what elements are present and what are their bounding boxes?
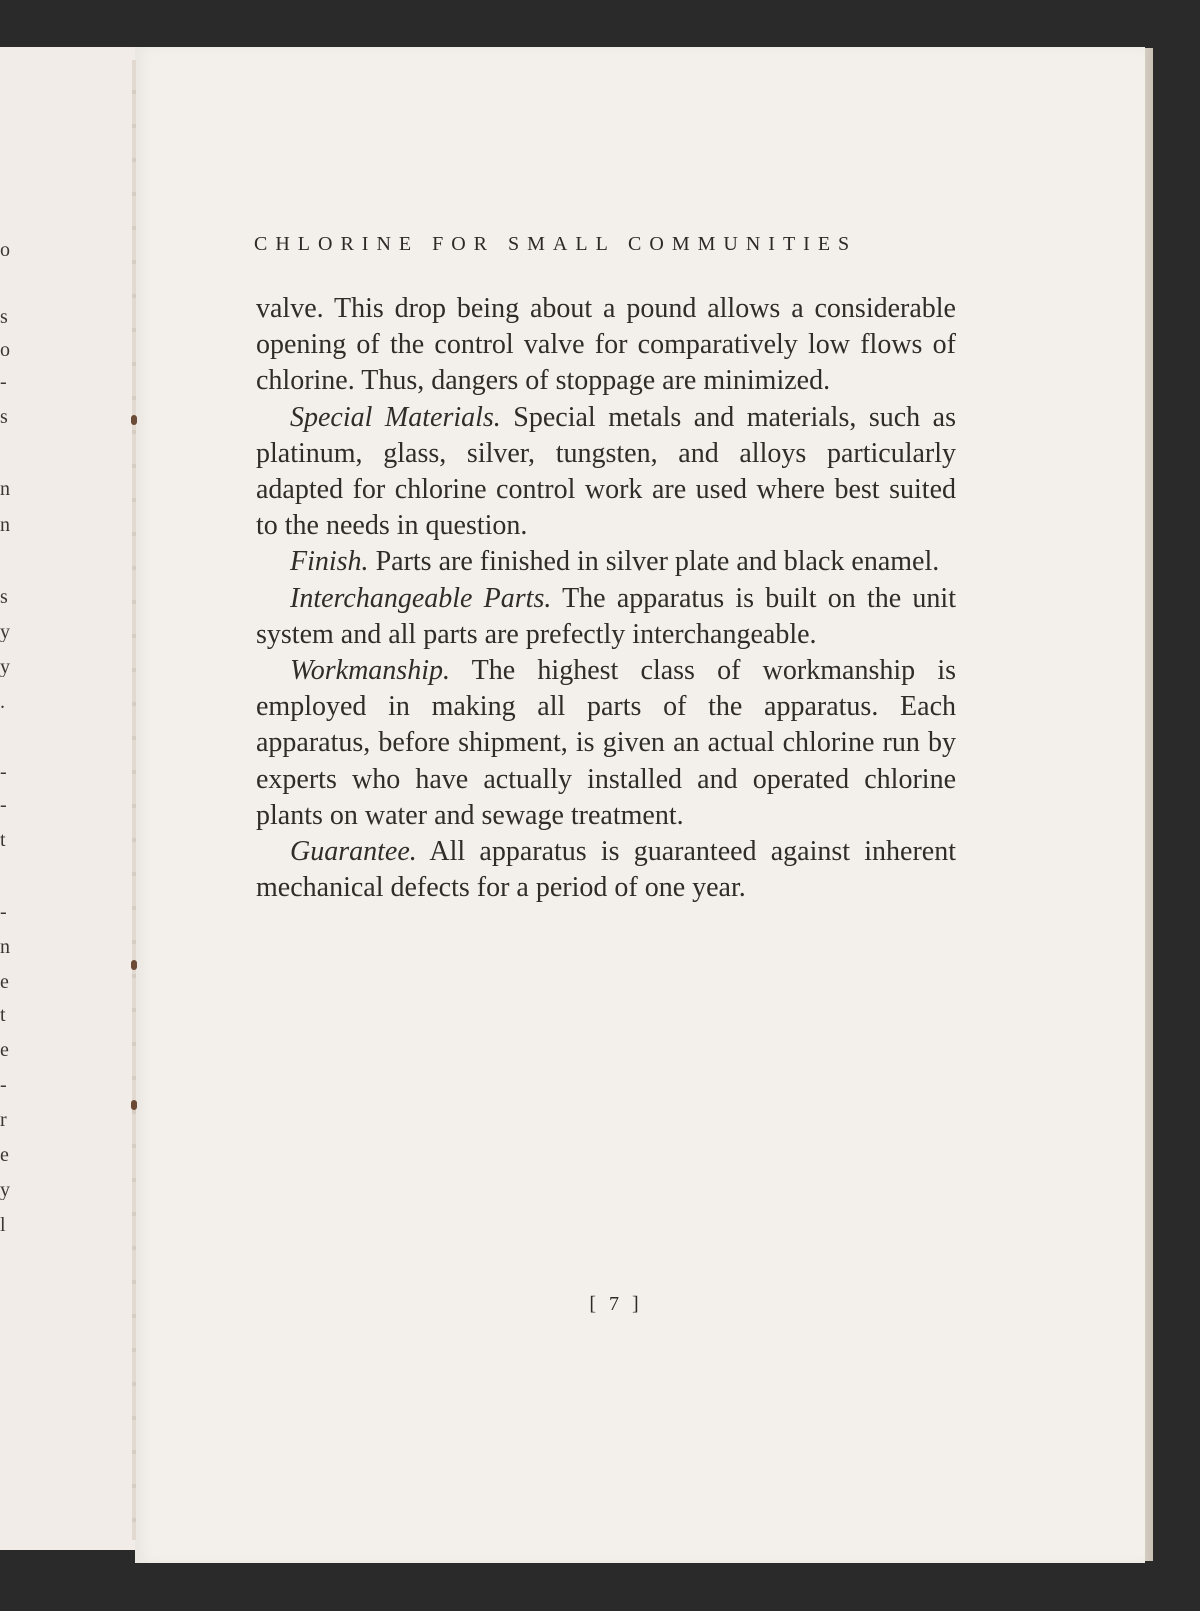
paragraph-special-materials bbox=[256, 400, 956, 545]
left-page-fragment: s bbox=[0, 407, 8, 427]
paragraph-valve bbox=[256, 291, 956, 400]
left-page-fragment: - bbox=[0, 795, 7, 815]
paragraph-heading: Guarantee. bbox=[290, 836, 417, 868]
paragraph-text: The highest class of workmanship is employed in making all parts of the apparatus. Each apparatus, before shipment, is given an actual chlorine run by experts who have actually installed and operated chlorine plants on water and sewage treatment. bbox=[256, 655, 956, 831]
left-page-fragment: e bbox=[0, 1145, 9, 1165]
left-page-fragment: - bbox=[0, 1075, 7, 1095]
staple-mark bbox=[131, 415, 137, 425]
left-page bbox=[0, 47, 136, 1550]
left-page-fragment: n bbox=[0, 937, 10, 957]
paragraph-heading: Special Materials. bbox=[290, 401, 501, 433]
left-page-fragment: n bbox=[0, 515, 10, 535]
left-page-fragment: s bbox=[0, 587, 8, 607]
book-spine bbox=[132, 60, 136, 1540]
left-page-fragment: y bbox=[0, 1180, 10, 1200]
left-page-fragment: e bbox=[0, 972, 9, 992]
left-page-fragment: . bbox=[0, 692, 5, 712]
paragraph-interchangeable-parts bbox=[256, 581, 956, 653]
left-page-fragment: y bbox=[0, 657, 10, 677]
body-text bbox=[256, 291, 956, 906]
left-page-fragment: - bbox=[0, 762, 7, 782]
left-page-fragment: o bbox=[0, 340, 10, 360]
left-page-fragment: - bbox=[0, 372, 7, 392]
paragraph-heading: Interchangeable Parts. bbox=[290, 582, 552, 614]
left-page-fragment: e bbox=[0, 1040, 9, 1060]
running-head: CHLORINE FOR SMALL COMMUNITIES bbox=[254, 233, 858, 255]
staple-mark bbox=[131, 1100, 137, 1110]
staple-mark bbox=[131, 960, 137, 970]
paragraph-finish bbox=[256, 544, 956, 580]
paragraph-text: The apparatus is built on the unit system and all parts are prefectly interchangeable. bbox=[256, 582, 956, 650]
paragraph-text: Special metals and materials, such as platinum, glass, silver, tungsten, and alloys particularly adapted for chlorine control work are used where best suited to the needs in question. bbox=[256, 401, 956, 542]
paragraph-heading: Finish. bbox=[290, 546, 369, 578]
page-number: [ 7 ] bbox=[589, 1293, 643, 1315]
paragraph-heading: Workmanship. bbox=[290, 655, 450, 687]
left-page-fragment: t bbox=[0, 1005, 6, 1025]
paragraph-guarantee bbox=[256, 834, 956, 906]
left-page-fragment: s bbox=[0, 307, 8, 327]
paragraph-text: All apparatus is guaranteed against inherent mechanical defects for a period of one year. bbox=[256, 836, 956, 904]
left-page-fragment: r bbox=[0, 1110, 7, 1130]
left-page-fragment: n bbox=[0, 479, 10, 499]
paragraph-text: Parts are finished in silver plate and black enamel. bbox=[368, 546, 940, 578]
left-page-fragment: y bbox=[0, 622, 10, 642]
left-page-fragment: o bbox=[0, 240, 10, 260]
left-page-fragment: t bbox=[0, 830, 6, 850]
left-page-fragment: - bbox=[0, 902, 7, 922]
left-page-fragment: l bbox=[0, 1215, 6, 1235]
paragraph-workmanship bbox=[256, 653, 956, 834]
paragraph-text: valve. This drop being about a pound allows a considerable opening of the control valve for comparatively low flows of chlorine. Thus, dangers of stoppage are minimized. bbox=[256, 293, 956, 397]
